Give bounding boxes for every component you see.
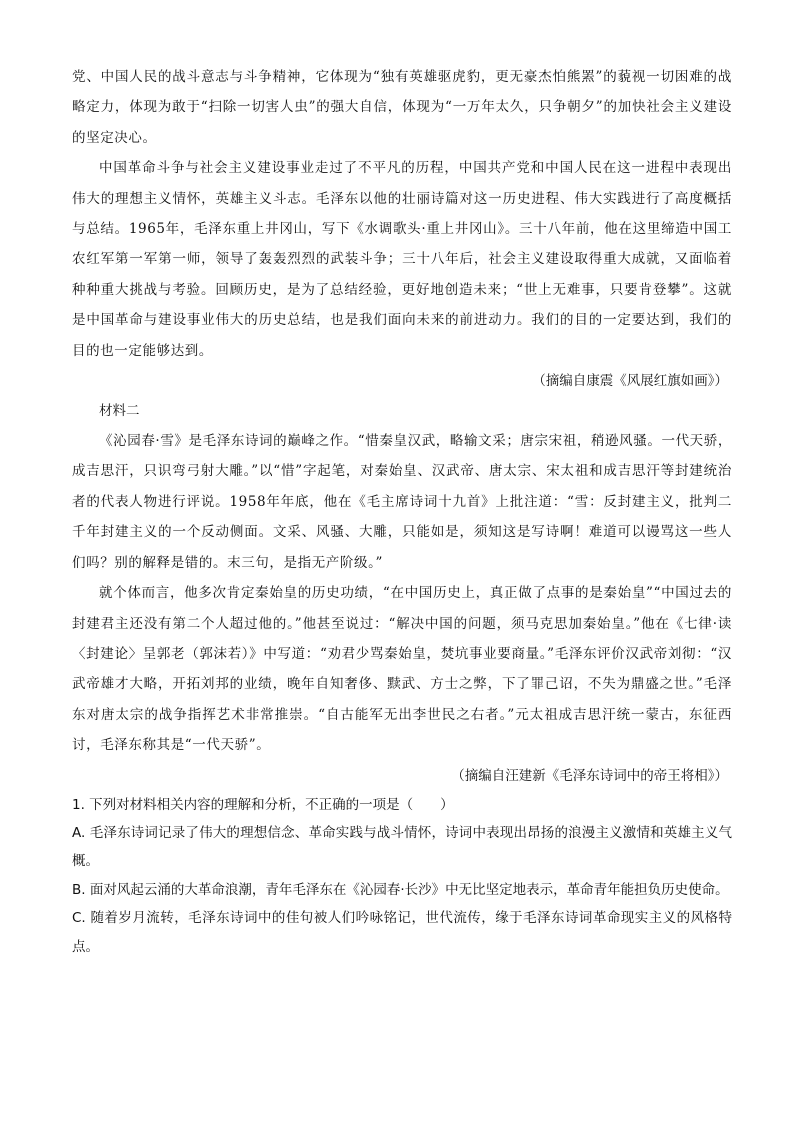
option-c: C. 随着岁月流转，毛泽东诗词中的佳句被人们吟咏铭记，世代流传，缘于毛泽东诗词革命现实主义的风格特点。 (72, 910, 732, 955)
material2-title: 材料二 (99, 403, 140, 420)
option-a: A. 毛泽东诗词记录了伟大的理想信念、革命实践与战斗情怀，诗词中表现出昂扬的浪漫主义激情和英雄主义气概。 (72, 824, 732, 870)
material1-paragraph-2: 中国革命斗争与社会主义建设事业走过了不平凡的历程，中国共产党和中国人民在这一进程中表现出伟大的理想主义情怀，英雄主义斗志。毛泽东以他的壮丽诗篇对这一历史进程、伟大实践进行了高度概括与总结。1965年，毛泽东重上井冈山，写下《水调歌头·重上井冈山》。三十八年前，他在这里缔造中国工农红军第一军第一师，领导了轰轰烈烈的武装斗争；三十八年后，社会主义建设取得重大成就，又面临着种种重大挑战与考验。回顾历史，是为了总结经验，更好地创造未来；“世上无难事，只要肯登攀”。这就是中国革命与建设事业伟大的历史总结，也是我们面向未来的前进动力。我们的目的一定要达到，我们的目的也一定能够达到。 (72, 160, 732, 359)
material1-paragraph-1: 党、中国人民的战斗意志与斗争精神，它体现为“独有英雄驱虎豹，更无豪杰怕熊罴”的藐视一切困难的战略定力，体现为敢于“扫除一切害人虫”的强大自信，体现为“一万年太久，只争朝夕”的加快社会主义建设的坚定决心。 (72, 69, 732, 146)
material1-source: （摘编自康震《风展红旗如画》） (532, 373, 728, 390)
material2-paragraph-2: 就个体而言，他多次肯定秦始皇的历史功绩，“在中国历史上，真正做了点事的是秦始皇”“中国过去的封建君主还没有第二个人超过他的。”他甚至说过：“解决中国的问题，须马克思加秦始皇。”他在《七律·读〈封建论〉呈郭老（郭沫若）》中写道：“劝君少骂秦始皇，焚坑事业要商量。”毛泽东评价汉武帝刘彻：“汉武帝雄才大略，开拓刘邦的业绩，晚年自知奢侈、黩武、方士之弊，下了罪己诏，不失为鼎盛之世。”毛泽东对唐太宗的战争指挥艺术非常推崇。“自古能军无出李世民之右者。”元太祖成吉思汗统一蒙古，东征西讨，毛泽东称其是“一代天骄”。 (72, 585, 732, 754)
question-stem: 1. 下列对材料相关内容的理解和分析，不正确的一项是（ ） (72, 796, 454, 813)
material2-source: （摘编自汪建新《毛泽东诗词中的帝王将相》） (451, 767, 728, 784)
material2-paragraph-1: 《沁园春·雪》是毛泽东诗词的巅峰之作。“惜秦皇汉武，略输文采；唐宗宋祖，稍逊风骚。一代天骄，成吉思汗，只识弯弓射大雕。”以“惜”字起笔，对秦始皇、汉武帝、唐太宗、宋太祖和成吉思汗等封建统治者的代表人物进行评说。1958年年底，他在《毛主席诗词十九首》上批注道：“雪：反封建主义，批判二千年封建主义的一个反动侧面。文采、风骚、大雕，只能如是，须知这是写诗啊！难道可以谩骂这一些人们吗？别的解释是错的。末三句，是指无产阶级。” (72, 433, 732, 571)
option-b: B. 面对风起云涌的大革命浪潮，青年毛泽东在《沁园春·长沙》中无比坚定地表示，革命青年能担负历史使命。 (72, 881, 729, 898)
